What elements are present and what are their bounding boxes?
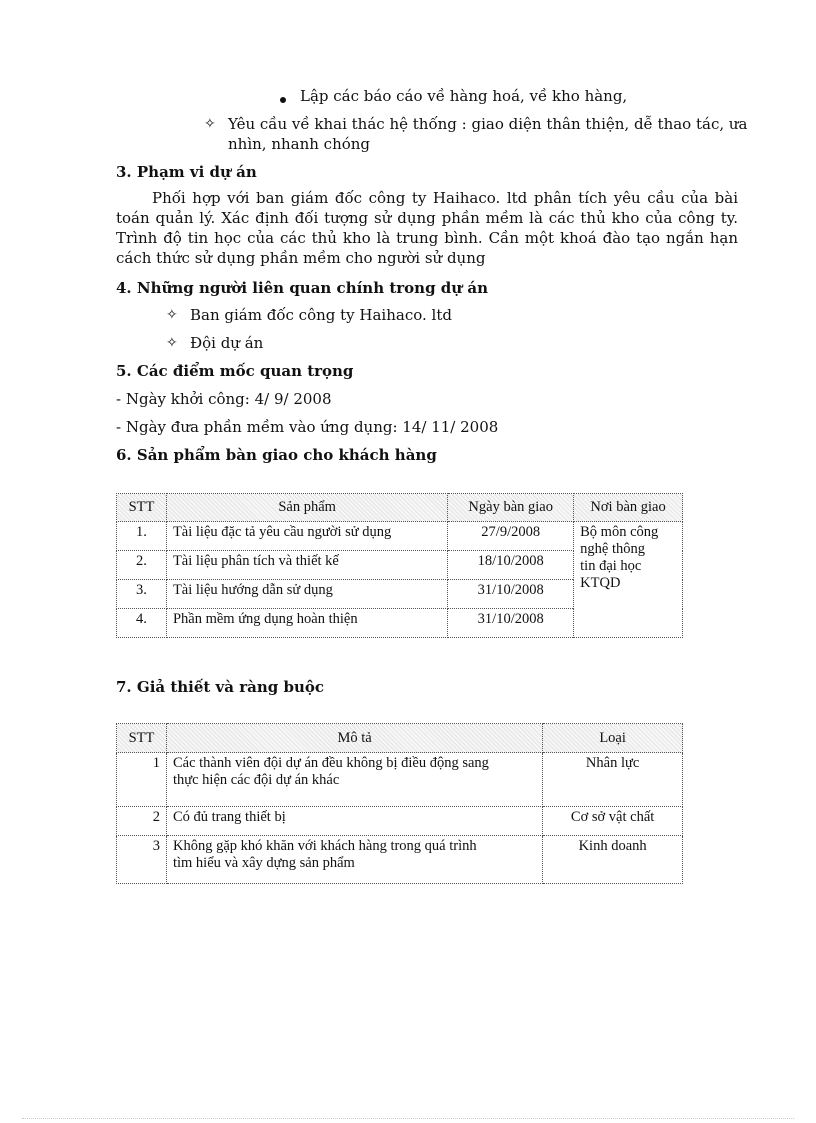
- diamond-star-icon: ✧: [166, 335, 178, 351]
- description-line: Các thành viên đội dự án đều không bị điều động sang: [172, 755, 489, 771]
- type-cell: Cơ sở vật chất: [543, 807, 683, 836]
- column-header: STT: [117, 724, 167, 753]
- place-line: nghệ thông: [580, 541, 645, 557]
- place-line: tin đại học: [580, 558, 642, 574]
- product-cell: Tài liệu phân tích và thiết kế: [166, 551, 447, 580]
- description-cell: Có đủ trang thiết bị: [166, 807, 542, 836]
- bullet-dot-icon: [280, 97, 286, 103]
- type-cell: Kinh doanh: [543, 836, 683, 884]
- description-line: tìm hiểu và xây dựng sản phẩm: [172, 855, 355, 871]
- stt-cell: 4.: [117, 609, 167, 638]
- requirement-line-2: nhìn, nhanh chóng: [228, 135, 371, 153]
- product-cell: Tài liệu hướng dẫn sử dụng: [166, 580, 447, 609]
- milestone-deploy: - Ngày đưa phần mềm vào ứng dụng: 14/ 11/ 2008: [116, 418, 499, 436]
- section-3-heading: 3. Phạm vi dự án: [116, 163, 257, 181]
- diamond-star-icon: ✧: [204, 116, 216, 132]
- stakeholder-item: Ban giám đốc công ty Haihaco. ltd: [190, 306, 452, 324]
- diamond-star-icon: ✧: [166, 307, 178, 323]
- stt-cell: 1.: [117, 522, 167, 551]
- column-header: Mô tả: [166, 724, 542, 753]
- date-cell: 31/10/2008: [448, 580, 574, 609]
- stakeholder-item: Đội dự án: [190, 334, 264, 352]
- date-cell: 18/10/2008: [448, 551, 574, 580]
- page-bottom-divider: [22, 1118, 794, 1119]
- table-row: [117, 836, 683, 884]
- stt-cell: 2.: [117, 551, 167, 580]
- place-cell: [574, 522, 683, 638]
- description-line: Không gặp khó khăn với khách hàng trong quá trình: [172, 838, 477, 854]
- product-cell: Tài liệu đặc tả yêu cầu người sử dụng: [166, 522, 447, 551]
- requirement-line-1: Yêu cầu về khai thác hệ thống : giao diện thân thiện, dễ thao tác, ưa: [228, 115, 748, 133]
- table-row: [117, 753, 683, 807]
- bullet-item-reports: Lập các báo cáo về hàng hoá, về kho hàng,: [300, 87, 628, 105]
- stt-cell: 3: [117, 836, 167, 884]
- table-row: [117, 807, 683, 836]
- column-header: Sản phẩm: [166, 494, 447, 522]
- date-cell: 27/9/2008: [448, 522, 574, 551]
- section-6-heading: 6. Sản phẩm bàn giao cho khách hàng: [116, 446, 437, 464]
- section-3-paragraph-text: Phối hợp với ban giám đốc công ty Haihaco. ltd phân tích yêu cầu của bài toán quản lý. Xác định đối tượng sử dụng phần mềm là các thủ kho của công ty. Trình độ tin học của các thủ kho là trung bình. Cần một khoá đào tạo ngắn hạn cách thức sử dụng phần mềm cho người sử dụng: [116, 189, 738, 267]
- place-line: KTQD: [580, 575, 621, 591]
- date-cell: 31/10/2008: [448, 609, 574, 638]
- description-cell: [166, 836, 542, 884]
- section-4-heading: 4. Những người liên quan chính trong dự án: [116, 279, 489, 297]
- table-header-row: [117, 494, 683, 522]
- column-header: Nơi bàn giao: [574, 494, 683, 522]
- section-3-paragraph: [116, 188, 738, 268]
- section-5-heading: 5. Các điểm mốc quan trọng: [116, 362, 354, 380]
- deliverables-table: [116, 493, 683, 638]
- stt-cell: 3.: [117, 580, 167, 609]
- stt-cell: 2: [117, 807, 167, 836]
- section-7-heading: 7. Giả thiết và ràng buộc: [116, 678, 324, 696]
- table-row: [117, 522, 683, 551]
- description-line: thực hiện các đội dự án khác: [172, 772, 340, 788]
- column-header: Loại: [543, 724, 683, 753]
- product-cell: Phần mềm ứng dụng hoàn thiện: [166, 609, 447, 638]
- type-cell: Nhân lực: [543, 753, 683, 807]
- table-header-row: [117, 724, 683, 753]
- stt-cell: 1: [117, 753, 167, 807]
- column-header: Ngày bàn giao: [448, 494, 574, 522]
- milestone-start: - Ngày khởi công: 4/ 9/ 2008: [116, 390, 332, 408]
- place-line: Bộ môn công: [580, 524, 659, 540]
- description-cell: [166, 753, 542, 807]
- assumptions-table: [116, 723, 683, 884]
- column-header: STT: [117, 494, 167, 522]
